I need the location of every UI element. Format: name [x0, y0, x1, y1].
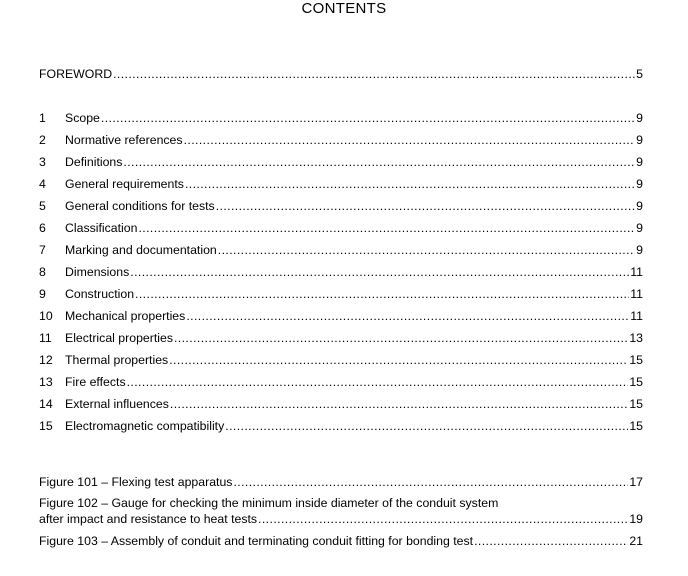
- toc-entry-label: Scope: [65, 111, 100, 125]
- toc-entry-label: Fire effects: [65, 375, 126, 389]
- dot-leader: [474, 533, 628, 549]
- toc-entry-label: Marking and documentation: [65, 243, 217, 257]
- section-number: 5: [39, 199, 46, 213]
- toc-entry-page: 21: [629, 534, 643, 548]
- section-number: 14: [39, 397, 53, 411]
- toc-entry-construction[interactable]: [39, 286, 643, 302]
- section-number: 1: [39, 111, 46, 125]
- toc-entry-figure-103[interactable]: [39, 533, 643, 549]
- section-number: 3: [39, 155, 46, 169]
- dot-leader: [130, 264, 629, 280]
- toc-entry-label: Electromagnetic compatibility: [65, 419, 225, 433]
- section-number: 7: [39, 243, 46, 257]
- toc-entry-normative-references[interactable]: [39, 132, 643, 148]
- toc-entry-general-conditions[interactable]: [39, 198, 643, 214]
- toc-entry-page: 15: [629, 375, 643, 389]
- toc-entry-page: 9: [636, 133, 643, 147]
- toc-entry-definitions[interactable]: [39, 154, 643, 170]
- toc-entry-label: General conditions for tests: [65, 199, 215, 213]
- toc-entry-marking[interactable]: [39, 242, 643, 258]
- dot-leader: [127, 374, 629, 390]
- toc-entry-classification[interactable]: [39, 220, 643, 236]
- toc-entry-page: 9: [636, 243, 643, 257]
- toc-entry-label: after impact and resistance to heat tests: [39, 512, 258, 526]
- toc-entry-page: 9: [636, 111, 643, 125]
- section-number: 2: [39, 133, 46, 147]
- dot-leader: [218, 242, 635, 258]
- toc-entry-label: Figure 101 – Flexing test apparatus: [39, 475, 233, 489]
- toc-entry-page: 9: [636, 199, 643, 213]
- page-title: CONTENTS: [301, 0, 387, 17]
- dot-leader: [170, 396, 628, 412]
- toc-entry-label: General requirements: [65, 177, 184, 191]
- section-number: 10: [39, 309, 53, 323]
- dot-leader: [138, 220, 635, 236]
- toc-entry-page: 11: [630, 265, 643, 279]
- toc-entry-foreword[interactable]: [39, 66, 643, 82]
- toc-entry-page: 9: [636, 221, 643, 235]
- section-number: 4: [39, 177, 46, 191]
- dot-leader: [225, 418, 628, 434]
- toc-entry-page: 19: [629, 512, 643, 526]
- dot-leader: [123, 154, 635, 170]
- dot-leader: [186, 308, 629, 324]
- toc-entry-label: Classification: [65, 221, 138, 235]
- toc-entry-figure-101[interactable]: [39, 474, 643, 490]
- toc-entry-fire-effects[interactable]: [39, 374, 643, 390]
- dot-leader: [169, 352, 628, 368]
- section-number: 13: [39, 375, 53, 389]
- toc-entry-page: 15: [629, 353, 643, 367]
- toc-entry-label: Electrical properties: [65, 331, 173, 345]
- toc-entry-thermal-properties[interactable]: [39, 352, 643, 368]
- section-number: 9: [39, 287, 46, 301]
- toc-entry-electrical-properties[interactable]: [39, 330, 643, 346]
- dot-leader: [233, 474, 628, 490]
- toc-entry-label: Thermal properties: [65, 353, 169, 367]
- toc-entry-page: 9: [636, 177, 643, 191]
- toc-entry-page: 11: [630, 287, 643, 301]
- toc-entry-label: Definitions: [65, 155, 123, 169]
- toc-entry-label: Construction: [65, 287, 135, 301]
- dot-leader: [258, 511, 628, 527]
- toc-entry-page: 15: [629, 397, 643, 411]
- section-number: 15: [39, 419, 53, 433]
- toc-entry-label: FOREWORD: [39, 67, 113, 81]
- section-number: 12: [39, 353, 53, 367]
- toc-entry-external-influences[interactable]: [39, 396, 643, 412]
- toc-entry-label: Normative references: [65, 133, 183, 147]
- toc-entry-page: 9: [636, 155, 643, 169]
- toc-entry-figure-102-line1[interactable]: Figure 102 – Gauge for checking the minimum inside diameter of the conduit system: [39, 496, 499, 510]
- dot-leader: [135, 286, 629, 302]
- dot-leader: [101, 110, 635, 126]
- toc-entry-label: Figure 103 – Assembly of conduit and terminating conduit fitting for bonding test: [39, 534, 474, 548]
- dot-leader: [174, 330, 628, 346]
- toc-entry-scope[interactable]: [39, 110, 643, 126]
- toc-entry-page: 15: [629, 419, 643, 433]
- dot-leader: [185, 176, 635, 192]
- dot-leader: [184, 132, 636, 148]
- toc-entry-label: External influences: [65, 397, 169, 411]
- toc-entry-page: 11: [630, 309, 643, 323]
- section-number: 6: [39, 221, 46, 235]
- toc-entry-page: 5: [636, 67, 643, 81]
- toc-entry-dimensions[interactable]: [39, 264, 643, 280]
- dot-leader: [216, 198, 635, 214]
- toc-entry-electromagnetic-compatibility[interactable]: [39, 418, 643, 434]
- toc-entry-label: Dimensions: [65, 265, 130, 279]
- section-number: 11: [39, 331, 52, 345]
- toc-entry-page: 17: [629, 475, 643, 489]
- toc-entry-figure-102[interactable]: [39, 511, 643, 527]
- toc-entry-general-requirements[interactable]: [39, 176, 643, 192]
- section-number: 8: [39, 265, 46, 279]
- dot-leader: [113, 66, 635, 82]
- toc-entry-mechanical-properties[interactable]: [39, 308, 643, 324]
- toc-entry-page: 13: [629, 331, 643, 345]
- toc-entry-label: Mechanical properties: [65, 309, 186, 323]
